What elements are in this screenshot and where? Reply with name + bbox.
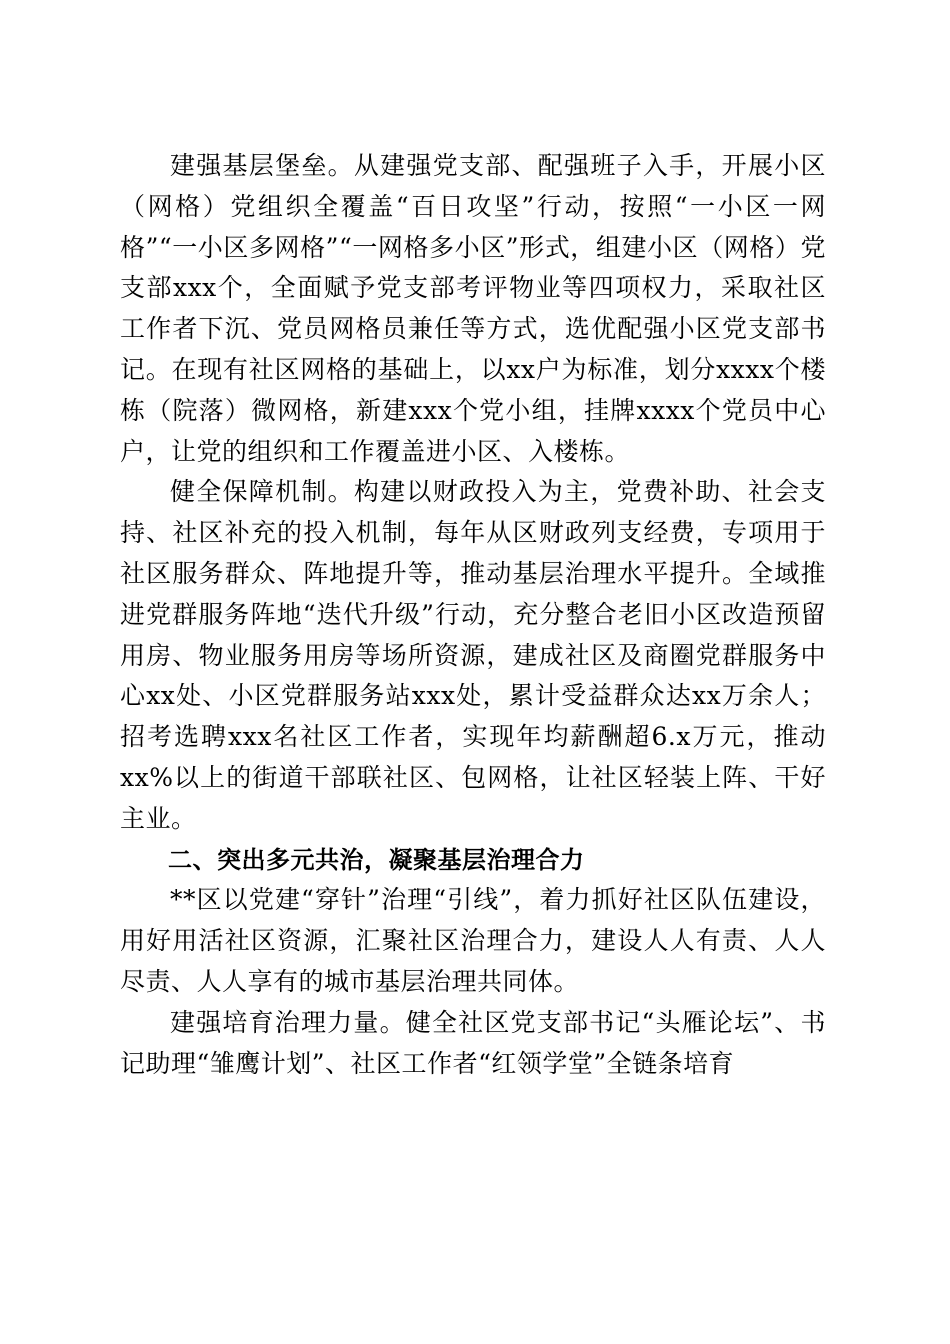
paragraph-section-intro: **区以党建“穿针”治理“引线”，着力抓好社区队伍建设，用好用活社区资源，汇聚社区治理合力，建设人人有责、人人尽责、人人享有的城市基层治理共同体。 <box>120 885 826 996</box>
paragraph-governance-forces: 建强培育治理力量。健全社区党支部书记“头雁论坛”、书记助理“雏鹰计划”、社区工作者“红领学堂”全链条培育 <box>120 1007 826 1078</box>
document-page <box>120 146 826 1084</box>
paragraph-guarantee-mechanism: 健全保障机制。构建以财政投入为主，党费补助、社会支持、社区补充的投入机制，每年从区财政列支经费，专项用于社区服务群众、阵地提升等，推动基层治理水平提升。全域推进党群服务阵地“迭代升级”行动，充分整合老旧小区改造预留用房、物业服务用房等场所资源，建成社区及商圈党群服务中心xx处、小区党群服务站xxx处，累计受益群众达xx万余人；招考选聘xxx名社区工作者，实现年均薪酬超6.x万元，推动xx%以上的街道干部联社区、包网格，让社区轻装上阵、干好主业。 <box>120 477 826 833</box>
paragraph-grassroots-fortress: 建强基层堡垒。从建强党支部、配强班子入手，开展小区（网格）党组织全覆盖“百日攻坚”行动，按照“一小区一网格”“一小区多网格”“一网格多小区”形式，组建小区（网格）党支部xxx个，全面赋予党支部考评物业等四项权力，采取社区工作者下沉、党员网格员兼任等方式，选优配强小区党支部书记。在现有社区网格的基础上，以xx户为标准，划分xxxx个楼栋（院落）微网格，新建xxx个党小组，挂牌xxxx个党员中心户，让党的组织和工作覆盖进小区、入楼栋。 <box>120 151 826 466</box>
section-heading: 二、突出多元共治，凝聚基层治理合力 <box>168 845 585 874</box>
